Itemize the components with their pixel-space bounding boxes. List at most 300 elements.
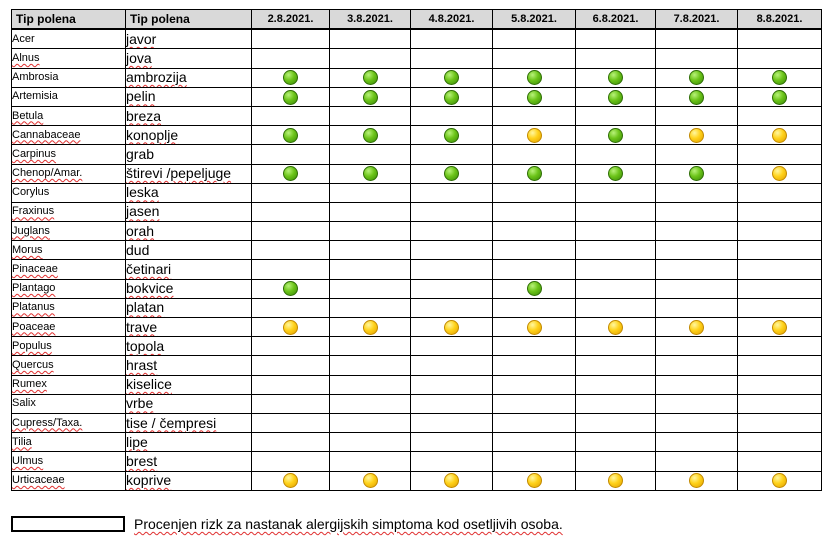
pollen-local-label: breza [126, 107, 162, 124]
table-row [12, 164, 822, 183]
risk-cell [576, 68, 656, 87]
risk-cell [493, 298, 576, 317]
yellow-risk-dot-icon [772, 473, 787, 488]
risk-cell [493, 145, 576, 164]
risk-cell [493, 183, 576, 202]
risk-cell [576, 145, 656, 164]
risk-cell [411, 145, 493, 164]
yellow-risk-dot-icon [772, 320, 787, 335]
risk-cell [411, 68, 493, 87]
pollen-latin-label: Urticaceae [12, 474, 65, 487]
header-date: 4.8.2021. [411, 10, 493, 30]
risk-cell [738, 433, 822, 452]
risk-cell [656, 298, 738, 317]
pollen-latin-label: Fraxinus [12, 205, 55, 218]
risk-cell [411, 106, 493, 125]
risk-cell [252, 106, 330, 125]
risk-cell [493, 49, 576, 68]
risk-cell [252, 279, 330, 298]
pollen-local-label: brest [126, 452, 158, 469]
pollen-local-label: konoplje [126, 126, 179, 143]
header-date: 3.8.2021. [330, 10, 411, 30]
pollen-latin-label: Cupress/Taxa. [12, 416, 83, 429]
yellow-risk-dot-icon [772, 128, 787, 143]
pollen-latin-name [12, 356, 126, 375]
green-risk-dot-icon [527, 166, 542, 181]
risk-cell [411, 298, 493, 317]
yellow-risk-dot-icon [444, 473, 459, 488]
risk-cell [330, 413, 411, 432]
pollen-local-label: vrbe [126, 395, 154, 412]
pollen-latin-name [12, 222, 126, 241]
risk-cell [576, 260, 656, 279]
pollen-latin-name [12, 318, 126, 337]
pollen-local-name [126, 298, 252, 317]
pollen-latin-label: Poaceae [12, 320, 56, 333]
risk-cell [252, 413, 330, 432]
pollen-local-label: trave [126, 318, 158, 335]
risk-cell [738, 87, 822, 106]
header-date: 5.8.2021. [493, 10, 576, 30]
risk-cell [493, 202, 576, 221]
risk-cell [576, 126, 656, 145]
pollen-latin-label: Salix [12, 397, 36, 410]
yellow-risk-dot-icon [689, 320, 704, 335]
pollen-latin-label: Morus [12, 243, 43, 256]
risk-cell [330, 49, 411, 68]
risk-cell [738, 164, 822, 183]
yellow-risk-dot-icon [772, 166, 787, 181]
risk-cell [330, 87, 411, 106]
risk-cell [738, 413, 822, 432]
risk-cell [576, 279, 656, 298]
risk-cell [252, 164, 330, 183]
pollen-latin-name [12, 279, 126, 298]
pollen-latin-name [12, 433, 126, 452]
risk-cell [656, 126, 738, 145]
table-row [12, 452, 822, 471]
table-row [12, 433, 822, 452]
risk-cell [738, 29, 822, 49]
pollen-latin-label: Artemisia [12, 90, 58, 103]
legend [11, 513, 571, 535]
table-row [12, 337, 822, 356]
pollen-local-name [126, 164, 252, 183]
risk-cell [252, 68, 330, 87]
risk-cell [738, 106, 822, 125]
risk-cell [738, 279, 822, 298]
yellow-risk-dot-icon [608, 320, 623, 335]
risk-cell [493, 318, 576, 337]
pollen-local-name [126, 452, 252, 471]
pollen-latin-name [12, 183, 126, 202]
green-risk-dot-icon [608, 70, 623, 85]
risk-cell [656, 356, 738, 375]
risk-cell [411, 394, 493, 413]
risk-cell [411, 87, 493, 106]
pollen-local-name [126, 49, 252, 68]
risk-cell [330, 202, 411, 221]
risk-cell [493, 87, 576, 106]
pollen-local-name [126, 106, 252, 125]
risk-cell [576, 394, 656, 413]
risk-cell [411, 433, 493, 452]
pollen-local-name [126, 87, 252, 106]
risk-cell [411, 202, 493, 221]
header-local-name: Tip polena [126, 10, 252, 30]
risk-cell [330, 433, 411, 452]
risk-cell [738, 356, 822, 375]
pollen-local-label: grab [126, 145, 155, 162]
risk-cell [411, 183, 493, 202]
risk-cell [252, 183, 330, 202]
risk-cell [330, 375, 411, 394]
risk-cell [656, 413, 738, 432]
risk-cell [252, 241, 330, 260]
risk-cell [330, 29, 411, 49]
pollen-latin-name [12, 87, 126, 106]
risk-cell [252, 87, 330, 106]
risk-cell [493, 394, 576, 413]
pollen-latin-label: Pinaceae [12, 263, 58, 276]
pollen-local-label: koprive [126, 472, 172, 489]
pollen-local-label: jasen [126, 203, 160, 220]
pollen-latin-name [12, 164, 126, 183]
risk-cell [656, 260, 738, 279]
risk-cell [411, 413, 493, 432]
green-risk-dot-icon [689, 90, 704, 105]
green-risk-dot-icon [363, 166, 378, 181]
risk-cell [252, 298, 330, 317]
risk-cell [330, 68, 411, 87]
risk-cell [330, 260, 411, 279]
yellow-risk-dot-icon [283, 473, 298, 488]
risk-cell [576, 164, 656, 183]
risk-cell [411, 375, 493, 394]
risk-cell [330, 241, 411, 260]
risk-cell [411, 49, 493, 68]
pollen-local-name [126, 183, 252, 202]
pollen-local-label: pelin [126, 88, 156, 105]
pollen-local-name [126, 222, 252, 241]
green-risk-dot-icon [283, 166, 298, 181]
risk-cell [252, 375, 330, 394]
risk-cell [576, 106, 656, 125]
pollen-latin-name [12, 394, 126, 413]
pollen-latin-name [12, 471, 126, 490]
pollen-local-name [126, 260, 252, 279]
pollen-latin-name [12, 241, 126, 260]
risk-cell [330, 222, 411, 241]
pollen-local-name [126, 394, 252, 413]
header-row [12, 10, 822, 30]
pollen-latin-name [12, 202, 126, 221]
pollen-latin-label: Corylus [12, 186, 50, 199]
risk-cell [411, 279, 493, 298]
green-risk-dot-icon [772, 90, 787, 105]
pollen-local-label: orah [126, 222, 155, 239]
risk-cell [330, 106, 411, 125]
pollen-local-name [126, 471, 252, 490]
risk-cell [576, 375, 656, 394]
risk-cell [656, 222, 738, 241]
pollen-local-label: dud [126, 241, 150, 258]
pollen-local-label: topola [126, 337, 165, 354]
risk-cell [330, 394, 411, 413]
yellow-risk-dot-icon [283, 320, 298, 335]
table-row [12, 202, 822, 221]
risk-cell [738, 298, 822, 317]
risk-cell [576, 298, 656, 317]
pollen-latin-name [12, 452, 126, 471]
pollen-local-label: ambrozija [126, 69, 187, 86]
header-date: 7.8.2021. [656, 10, 738, 30]
pollen-local-label: tise / čempresi [126, 414, 217, 431]
green-risk-dot-icon [444, 70, 459, 85]
risk-cell [576, 87, 656, 106]
pollen-local-name [126, 433, 252, 452]
pollen-local-name [126, 126, 252, 145]
risk-cell [493, 375, 576, 394]
risk-cell [738, 49, 822, 68]
pollen-local-name [126, 241, 252, 260]
pollen-latin-name [12, 375, 126, 394]
pollen-local-label: lipe [126, 433, 148, 450]
risk-cell [656, 471, 738, 490]
risk-cell [493, 279, 576, 298]
risk-cell [738, 68, 822, 87]
table-row [12, 222, 822, 241]
pollen-latin-name [12, 260, 126, 279]
pollen-latin-label: Rumex [12, 378, 47, 391]
header-date: 6.8.2021. [576, 10, 656, 30]
yellow-risk-dot-icon [689, 473, 704, 488]
table-row [12, 68, 822, 87]
risk-cell [493, 222, 576, 241]
yellow-risk-dot-icon [363, 320, 378, 335]
risk-cell [576, 49, 656, 68]
table-row [12, 145, 822, 164]
yellow-risk-dot-icon [608, 473, 623, 488]
risk-cell [411, 222, 493, 241]
table-row [12, 356, 822, 375]
risk-cell [656, 87, 738, 106]
risk-cell [252, 471, 330, 490]
risk-cell [656, 49, 738, 68]
header-latin-name: Tip polena [12, 10, 126, 30]
green-risk-dot-icon [772, 70, 787, 85]
pollen-latin-name [12, 413, 126, 432]
risk-cell [738, 126, 822, 145]
risk-cell [576, 471, 656, 490]
risk-cell [493, 356, 576, 375]
pollen-local-name [126, 279, 252, 298]
green-risk-dot-icon [283, 90, 298, 105]
risk-cell [656, 106, 738, 125]
pollen-latin-name [12, 337, 126, 356]
pollen-local-label: kiselice [126, 376, 172, 393]
risk-cell [252, 337, 330, 356]
pollen-local-label: bokvice [126, 280, 174, 297]
pollen-latin-name [12, 106, 126, 125]
risk-cell [252, 202, 330, 221]
table-row [12, 279, 822, 298]
risk-cell [493, 452, 576, 471]
risk-cell [656, 279, 738, 298]
pollen-local-name [126, 337, 252, 356]
pollen-latin-name [12, 298, 126, 317]
table-row [12, 260, 822, 279]
pollen-local-name [126, 68, 252, 87]
table-row [12, 106, 822, 125]
green-risk-dot-icon [444, 166, 459, 181]
yellow-risk-dot-icon [527, 473, 542, 488]
green-risk-dot-icon [363, 70, 378, 85]
pollen-table [11, 9, 822, 491]
risk-cell [330, 298, 411, 317]
risk-cell [330, 164, 411, 183]
table-row [12, 375, 822, 394]
risk-cell [493, 471, 576, 490]
yellow-risk-dot-icon [444, 320, 459, 335]
risk-cell [493, 413, 576, 432]
table-row [12, 413, 822, 432]
risk-cell [411, 241, 493, 260]
risk-cell [330, 471, 411, 490]
green-risk-dot-icon [527, 281, 542, 296]
risk-cell [411, 452, 493, 471]
green-risk-dot-icon [283, 281, 298, 296]
risk-cell [738, 337, 822, 356]
risk-cell [576, 318, 656, 337]
risk-cell [493, 68, 576, 87]
risk-cell [252, 29, 330, 49]
risk-cell [330, 356, 411, 375]
legend-color-box [11, 516, 125, 532]
risk-cell [252, 394, 330, 413]
risk-cell [252, 49, 330, 68]
risk-cell [738, 318, 822, 337]
pollen-local-label: platan [126, 299, 165, 316]
green-risk-dot-icon [689, 70, 704, 85]
table-row [12, 49, 822, 68]
risk-cell [656, 29, 738, 49]
risk-cell [330, 337, 411, 356]
table-row [12, 298, 822, 317]
pollen-local-name [126, 145, 252, 164]
risk-cell [738, 202, 822, 221]
risk-cell [656, 433, 738, 452]
risk-cell [411, 260, 493, 279]
pollen-latin-label: Populus [12, 339, 52, 352]
risk-cell [330, 145, 411, 164]
risk-cell [656, 394, 738, 413]
header-date: 8.8.2021. [738, 10, 822, 30]
risk-cell [411, 337, 493, 356]
pollen-latin-label: Quercus [12, 358, 54, 371]
risk-cell [493, 164, 576, 183]
pollen-local-label: javor [126, 30, 157, 47]
risk-cell [330, 126, 411, 145]
risk-cell [656, 337, 738, 356]
risk-cell [252, 356, 330, 375]
risk-cell [252, 318, 330, 337]
legend-text: Procenjen rizk za nastanak alergijskih simptoma kod osetljivih osoba. [134, 516, 563, 532]
pollen-local-label: hrast [126, 356, 158, 373]
pollen-latin-label: Acer [12, 32, 35, 45]
pollen-local-name [126, 318, 252, 337]
risk-cell [656, 318, 738, 337]
table-row [12, 318, 822, 337]
risk-cell [738, 183, 822, 202]
yellow-risk-dot-icon [363, 473, 378, 488]
pollen-latin-name [12, 29, 126, 49]
risk-cell [411, 29, 493, 49]
risk-cell [330, 183, 411, 202]
risk-cell [576, 183, 656, 202]
yellow-risk-dot-icon [527, 320, 542, 335]
risk-cell [330, 452, 411, 471]
risk-cell [576, 29, 656, 49]
green-risk-dot-icon [527, 70, 542, 85]
risk-cell [493, 337, 576, 356]
risk-cell [656, 145, 738, 164]
risk-cell [656, 452, 738, 471]
pollen-latin-label: Carpinus [12, 147, 57, 160]
table-row [12, 471, 822, 490]
pollen-local-label: leska [126, 184, 159, 201]
pollen-latin-name [12, 68, 126, 87]
risk-cell [493, 29, 576, 49]
risk-cell [576, 356, 656, 375]
table-body [12, 29, 822, 490]
yellow-risk-dot-icon [689, 128, 704, 143]
table-row [12, 241, 822, 260]
green-risk-dot-icon [608, 90, 623, 105]
pollen-local-name [126, 202, 252, 221]
risk-cell [738, 452, 822, 471]
green-risk-dot-icon [527, 90, 542, 105]
risk-cell [656, 164, 738, 183]
risk-cell [411, 356, 493, 375]
pollen-latin-label: Tilia [12, 435, 32, 448]
risk-cell [738, 375, 822, 394]
risk-cell [252, 222, 330, 241]
pollen-latin-label: Cannabaceae [12, 128, 81, 141]
risk-cell [411, 318, 493, 337]
table-row [12, 126, 822, 145]
green-risk-dot-icon [283, 70, 298, 85]
risk-cell [252, 433, 330, 452]
risk-cell [576, 241, 656, 260]
risk-cell [252, 145, 330, 164]
pollen-local-name [126, 413, 252, 432]
green-risk-dot-icon [444, 128, 459, 143]
pollen-latin-label: Alnus [12, 51, 40, 64]
green-risk-dot-icon [444, 90, 459, 105]
pollen-latin-label: Platanus [12, 301, 55, 314]
header-date: 2.8.2021. [252, 10, 330, 30]
pollen-local-label: štirevi /pepeljuge [126, 165, 232, 182]
table-row [12, 183, 822, 202]
risk-cell [656, 375, 738, 394]
green-risk-dot-icon [363, 90, 378, 105]
risk-cell [656, 241, 738, 260]
risk-cell [576, 433, 656, 452]
risk-cell [411, 126, 493, 145]
table-header [12, 10, 822, 30]
table-row [12, 87, 822, 106]
